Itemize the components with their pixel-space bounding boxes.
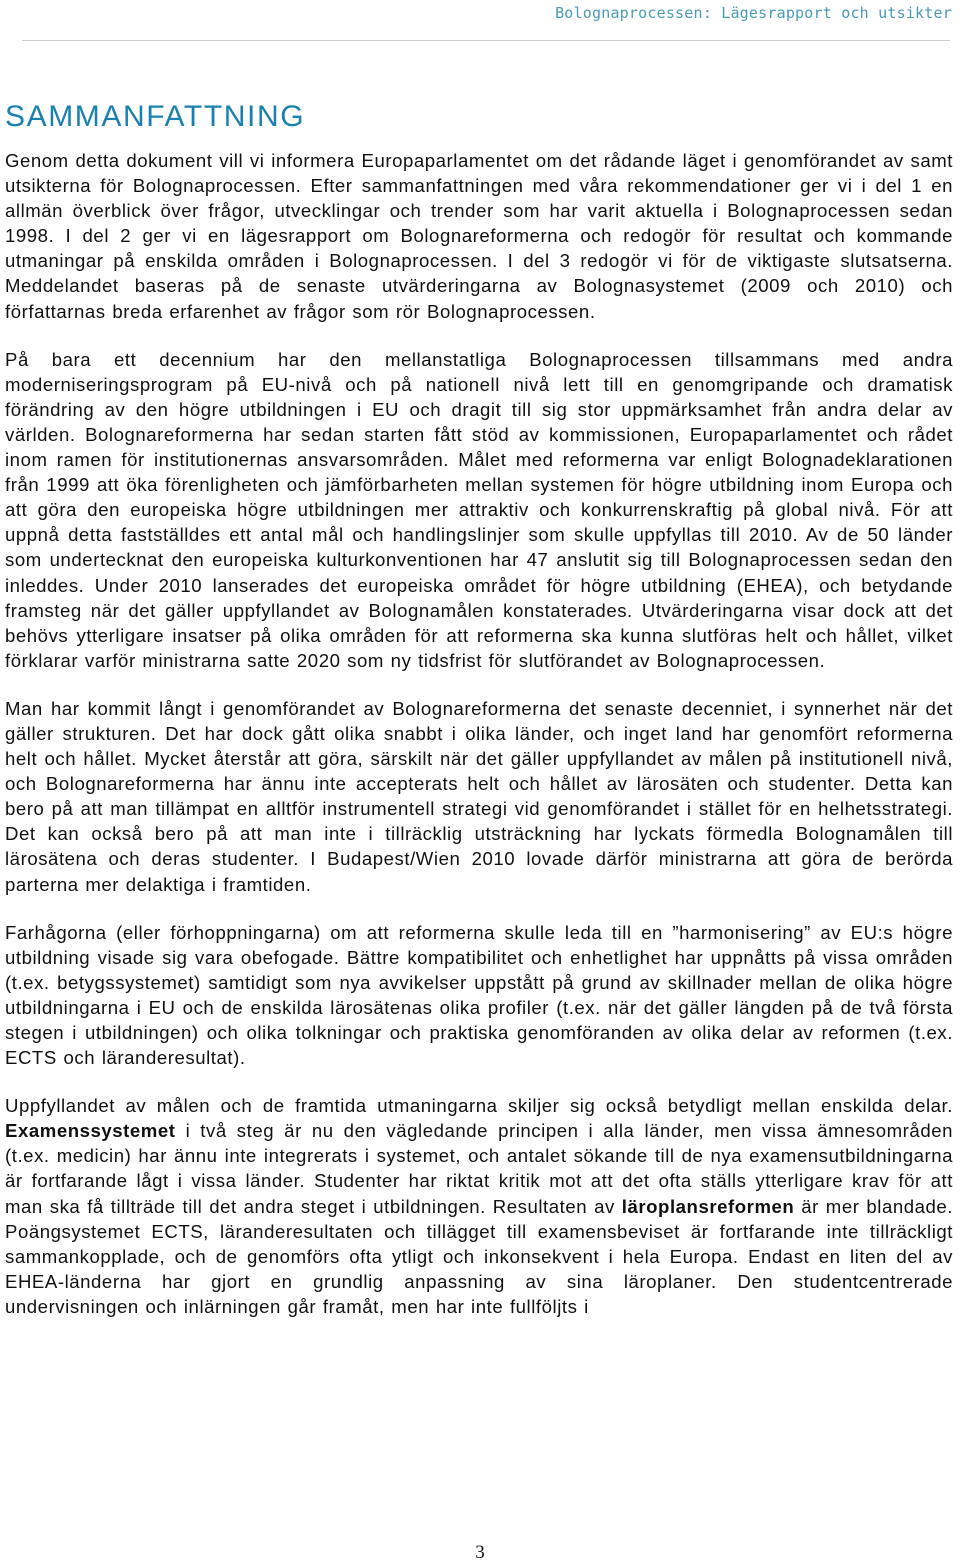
term-laroplansreformen: läroplansreformen xyxy=(621,1195,795,1217)
paragraph-5-text-3: är mer blandade. Poängsystemet ECTS, läranderesultaten och tillägget till examensbeviset är fortfarande inte tillräckligt sammankopplade, och de genomförs ofta ytligt och inkonsekvent i hela Europa. Endast en liten del av EHEA-länderna har gjort en grundlig anpassning av sina läroplaner. Den studentcentrerade undervisningen och inlärningen går framåt, men har inte fullföljts i xyxy=(5,1195,954,1317)
paragraph-5 xyxy=(5,1093,953,1319)
paragraph-3: Man har kommit långt i genomförandet av Bolognareformerna det senaste decenniet, i synnerhet när det gäller strukturen. Det har dock gått olika snabbt i olika länder, och inget land har genomfört reformerna helt och hållet. Mycket återstår att göra, särskilt när det gäller uppfyllandet av målen på institutionell nivå, och Bolognareformerna har ännu inte accepterats helt och hållet av lärosäten och studenter. Detta kan bero på att man tillämpat en alltför instrumentell strategi vid genomförandet i stället för en helhetsstrategi. Det kan också bero på att man inte i tillräcklig utsträckning har lyckats förmedla Bolognamålen till lärosätena och deras studenter. I Budapest/Wien 2010 lovade därför ministrarna att göra de berörda parterna mer delaktiga i framtiden. xyxy=(5,697,953,895)
paragraph-4: Farhågorna (eller förhoppningarna) om att reformerna skulle leda till en ”harmonisering” av EU:s högre utbildning visade sig vara obefogade. Bättre kompatibilitet och enhetlighet har uppnåtts på vissa områden (t.ex. betygssystemet) samtidigt som nya avvikelser uppstått på grund av skillnader mellan de olika högre utbildningarna i EU och de enskilda lärosätenas olika profiler (t.ex. när det gäller längden på de två första stegen i utbildningen) och olika tolkningar och praktiska genomföranden av olika delar av reformen (t.ex. ECTS och läranderesultat). xyxy=(5,921,953,1069)
paragraph-5-text-2: i två steg är nu den vägledande principen i alla länder, men vissa ämnesområden (t.ex. medicin) har ännu inte integrerats i systemet, och antalet sökande till de nya examensutbildningarna är fortfarande lågt i vissa länder. Studenter har riktat kritik mot att det ofta ställs ytterligare krav för att man ska få tillträde till det andra steget i utbildningen. Resultaten av xyxy=(5,1120,953,1217)
page-number: 3 xyxy=(475,1542,485,1563)
term-examenssystemet: Examenssystemet xyxy=(5,1120,176,1142)
header-divider xyxy=(22,40,950,41)
running-header: Bolognaprocessen: Lägesrapport och utsikter xyxy=(555,4,952,22)
section-title: SAMMANFATTNING xyxy=(5,100,306,133)
paragraph-2: På bara ett decennium har den mellanstatliga Bolognaprocessen tillsammans med andra moderniseringsprogram på EU-nivå och på nationell nivå lett till en genomgripande och dramatisk förändring av den högre utbildningen i EU och dragit till sig stor uppmärksamhet från andra delar av världen. Bolognareformerna har sedan starten fått stöd av kommissionen, Europaparlamentet och rådet inom ramen för institutionernas ansvarsområden. Målet med reformerna var enligt Bolognadeklarationen från 1999 att öka förenligheten och jämförbarheten mellan systemen för högre utbildning inom Europa och att göra den europeiska högre utbildningen mer attraktiv och konkurrenskraftig på global nivå. För att uppnå detta fastställdes ett antal mål och handlingslinjer som skulle uppfyllas till 2010. Av de 50 länder som undertecknat den europeiska kulturkonventionen har 47 anslutit sig till Bolognaprocessen sedan den inleddes. Under 2010 lanserades det europeiska området för högre utbildning (EHEA), och betydande framsteg när det gäller uppfyllandet av Bolognamålen konstaterades. Utvärderingarna visar dock att det behövs ytterligare insatser på olika områden för att reformerna ska kunna slutföras helt och hållet, vilket förklarar varför ministrarna satte 2020 som ny tidsfrist för slutförandet av Bolognaprocessen. xyxy=(5,348,953,671)
paragraph-5-text-1: Uppfyllandet av målen och de framtida utmaningarna skiljer sig också betydligt mellan enskilda delar. xyxy=(5,1095,953,1117)
body-text xyxy=(5,148,953,1342)
paragraph-1: Genom detta dokument vill vi informera Europaparlamentet om det rådande läget i genomförandet av samt utsikterna för Bolognaprocessen. Efter sammanfattningen med våra rekommendationer ger vi i del 1 en allmän överblick över frågor, utvecklingar och trender som har varit aktuella i Bolognaprocessen sedan 1998. I del 2 ger vi en lägesrapport om Bolognareformerna och redogör för resultat och kommande utmaningar på enskilda områden i Bolognaprocessen. I del 3 redogör vi för de viktigaste slutsatserna. Meddelandet baseras på de senaste utvärderingarna av Bolognasystemet (2009 och 2010) och författarnas breda erfarenhet av frågor som rör Bolognaprocessen. xyxy=(5,150,953,322)
